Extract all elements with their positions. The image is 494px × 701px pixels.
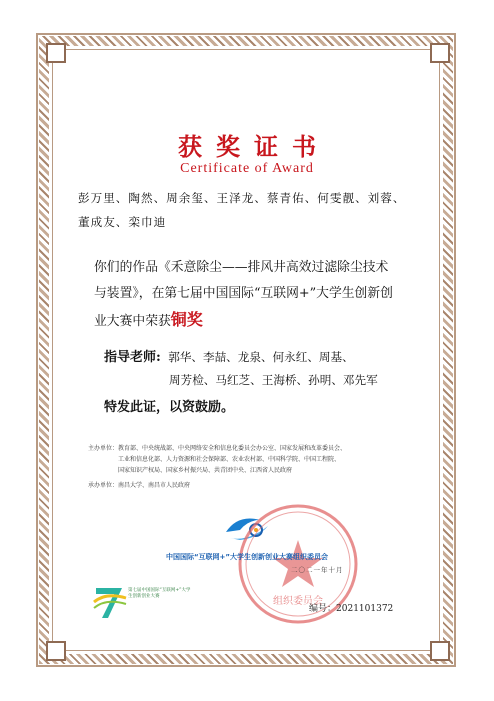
organizers-line: 教育部、中央统战部、中央网络安全和信息化委员会办公室、国家发展和改革委员会、 bbox=[118, 445, 347, 452]
organizers-label: 主办单位： bbox=[88, 445, 119, 452]
seven-logo-icon bbox=[92, 582, 128, 622]
corner-ornament bbox=[46, 641, 66, 661]
hosts-label: 承办单位： bbox=[88, 482, 119, 489]
award-statement-text: 你们的作品《禾意除尘——排风井高效过滤除尘技术与装置》，在第七届中国国际“互联网+”大学生创新创业大赛中荣获 bbox=[94, 260, 393, 329]
issue-date: 二〇二一年十月 bbox=[291, 566, 344, 574]
certificate-subtitle: Certificate of Award bbox=[180, 161, 314, 176]
recipient-names bbox=[78, 186, 423, 234]
advisors-names: 周芳检、马红芝、王海桥、孙明、邓先军 bbox=[169, 373, 378, 387]
certificate-title: 获奖证书 bbox=[178, 132, 330, 161]
advisors-label: 指导老师: bbox=[104, 350, 161, 365]
names-line: 彭万里、陶然、周余玺、王泽龙、蔡青佑、何雯靓、刘蓉、 bbox=[78, 191, 406, 205]
seal-text: 组织委员会 bbox=[273, 596, 323, 607]
award-statement bbox=[94, 255, 399, 335]
organizers bbox=[88, 443, 408, 491]
serial-label: 编号： bbox=[309, 604, 337, 614]
hosts-text: 南昌大学、南昌市人民政府 bbox=[118, 482, 191, 489]
organizers-line: 国家知识产权局、国家乡村振兴局、共青团中央、江西省人民政府 bbox=[118, 467, 293, 474]
corner-ornament bbox=[430, 43, 450, 63]
corner-ornament bbox=[46, 43, 66, 63]
serial-number bbox=[309, 601, 393, 614]
advisors bbox=[104, 346, 404, 391]
certify-text: 特发此证，以资鼓励。 bbox=[104, 400, 235, 415]
organizers-line: 工业和信息化部、人力资源和社会保障部、农业农村部、中国科学院、中国工程院、 bbox=[118, 456, 341, 463]
corner-ornament bbox=[430, 641, 450, 661]
advisors-names: 郭华、李喆、龙泉、何永红、周基、 bbox=[168, 350, 354, 364]
badge-text: 第七届中国国际“互联网+”大学生创新创业大赛 bbox=[128, 588, 191, 599]
award-level: 铜奖 bbox=[170, 310, 203, 329]
committee-name: 中国国际“互联网+”大学生创新创业大赛组织委员会 bbox=[165, 553, 329, 561]
names-line: 董成友、栾巾迪 bbox=[78, 215, 167, 229]
serial-value: 2021101372 bbox=[336, 604, 394, 614]
competition-badge bbox=[92, 582, 192, 622]
